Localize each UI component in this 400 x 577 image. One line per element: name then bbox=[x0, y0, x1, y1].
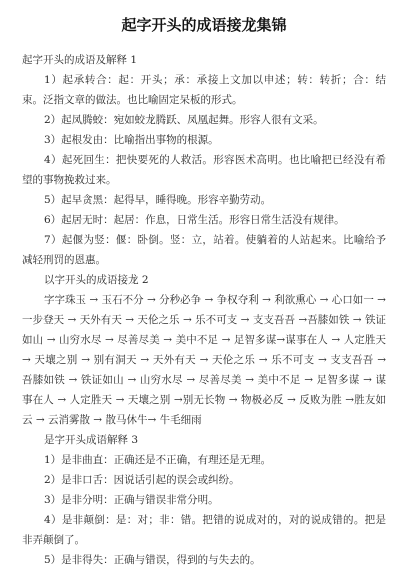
idiom-item: 4）是非颠倒：是：对；非：错。把错的说成对的，对的说成错的。把是非弄颠倒了。 bbox=[22, 514, 386, 546]
idiom-item: 7）起偃为竖：偃：卧倒。竖：立，站着。使躺着的人站起来。比喻给予减轻刑罚的恩惠。 bbox=[22, 234, 386, 266]
idiom-item: 5）是非得失：正确与错误，得到的与失去的。 bbox=[44, 554, 261, 566]
idiom-item: 3）是非分明：正确与错误非常分明。 bbox=[44, 494, 219, 506]
section-heading-2: 以字开头的成语接龙 2 bbox=[44, 274, 149, 286]
page-title: 起字开头的成语接龙集锦 bbox=[121, 16, 287, 34]
idiom-item: 3）起根发由：比喻指出事物的根源。 bbox=[44, 134, 219, 146]
idiom-item: 2）起凤腾蛟：宛如蛟龙腾跃、凤凰起舞。形容人很有文采。 bbox=[44, 114, 324, 126]
idiom-item: 2）是非口舌：因说话引起的误会或纠纷。 bbox=[44, 474, 240, 486]
section-heading-3: 是字开头成语解释 3 bbox=[44, 434, 139, 446]
idiom-item: 5）起早贪黑：起得早，睡得晚。形容辛勤劳动。 bbox=[44, 194, 272, 206]
idiom-chain-paragraph: 字字珠玉 → 玉石不分 → 分秒必争 → 争权夺利 → 利欲熏心 → 心口如一 →一步登天 → 天外有天 → 天伦之乐 → 乐不可支 → 支支吾吾 →吾膝如铁 → 铁证如山 → 山穷水尽 → 尽善尽美 → 美中不足 → 足智多谋→谋事在人 → 人定胜天 → 天壤之别 → 别有洞天 → 天外有天 → 天伦之乐 → 乐不可支 → 支支吾吾 → 吾膝如铁 → 铁证如山 → 山穷水尽 → 尽善尽美 → 美中不足 → 足智多谋 → 谋事在人 → 人定胜天 → 天壤之别 →别无长物 → 物极必反 → 反败为胜 →胜友如云 → 云消雾散 → 散马休牛→ 牛毛细雨 bbox=[22, 294, 386, 426]
section-heading-1: 起字开头的成语及解释 1 bbox=[22, 54, 138, 66]
idiom-item: 4）起死回生：把快要死的人救活。形容医术高明。也比喻把已经没有希望的事物挽救过来。 bbox=[22, 154, 386, 186]
idiom-item: 1）起承转合：起：开头；承：承接上文加以申述；转：转折；合：结束。泛指文章的做法。也比喻固定呆板的形式。 bbox=[22, 74, 386, 106]
idiom-item: 1）是非曲直：正确还是不正确，有理还是无理。 bbox=[44, 454, 272, 466]
idiom-item: 6）起居无时：起居：作息，日常生活。形容日常生活没有规律。 bbox=[44, 214, 345, 226]
